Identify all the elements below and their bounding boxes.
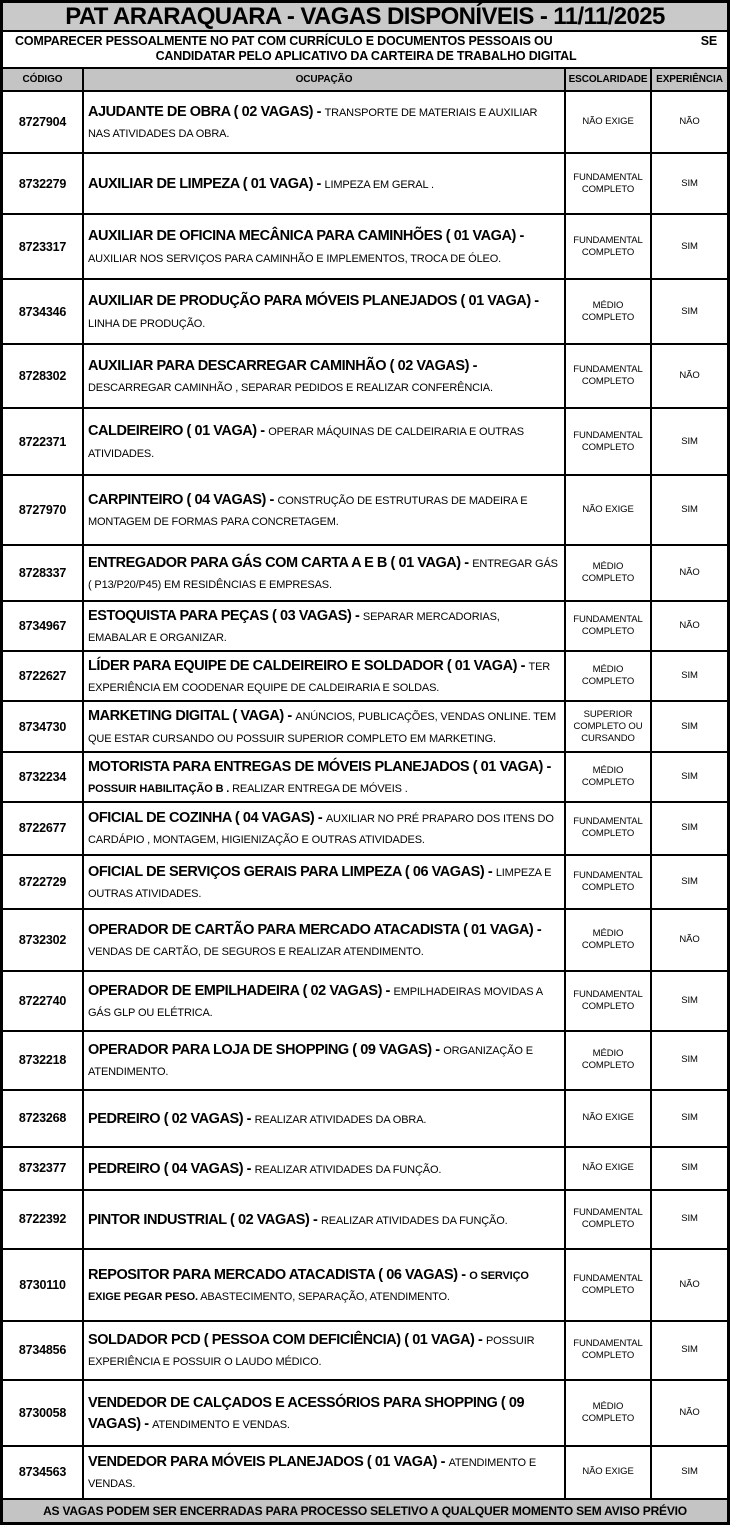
notice-line1: COMPARECER PESSOALMENTE NO PAT COM CURRÍCULO E DOCUMENTOS PESSOAIS OU	[15, 34, 553, 48]
experience-required: SIM	[650, 215, 727, 278]
education-level: NÃO EXIGE	[564, 1091, 650, 1146]
footer-note: AS VAGAS PODEM SER ENCERRADAS PARA PROCESSO SELETIVO A QUALQUER MOMENTO SEM AVISO PRÉVIO	[3, 1498, 727, 1522]
job-description: REALIZAR ENTREGA DE MÓVEIS .	[229, 782, 408, 795]
job-description: ABASTECIMENTO, SEPARAÇÃO, ATENDIMENTO.	[197, 1290, 450, 1303]
column-header-ocupacao: OCUPAÇÃO	[82, 69, 564, 90]
job-row	[3, 1146, 727, 1189]
column-header-codigo: CÓDIGO	[22, 74, 63, 85]
job-occupation	[82, 972, 564, 1030]
job-occupation	[82, 1250, 564, 1320]
job-title: OPERADOR DE EMPILHADEIRA ( 02 VAGAS) -	[88, 982, 394, 999]
table-header	[3, 69, 727, 90]
job-description: REALIZAR ATIVIDADES DA FUNÇÃO.	[254, 1163, 442, 1176]
education-level: FUNDAMENTAL COMPLETO	[564, 409, 650, 474]
job-row	[3, 544, 727, 600]
education-level: SUPERIOR COMPLETO OU CURSANDO	[564, 702, 650, 750]
experience-required: SIM	[650, 803, 727, 854]
job-title: AUXILIAR DE LIMPEZA ( 01 VAGA) -	[88, 175, 325, 192]
job-description-bold: POSSUIR HABILITAÇÃO B .	[88, 782, 230, 795]
job-row	[3, 1379, 727, 1445]
experience-required: SIM	[650, 753, 727, 801]
job-description: AUXILIAR NO PRÉ PRAPARO DOS ITENS DO CARDÁPIO , MONTAGEM, HIGIENIZAÇÃO E OUTRAS ATIVIDADES.	[88, 813, 554, 847]
job-code: 8730110	[19, 1277, 66, 1292]
job-occupation-text	[88, 605, 560, 647]
job-title: MOTORISTA PARA ENTREGAS DE MÓVEIS PLANEJADOS ( 01 VAGA) -	[88, 758, 551, 775]
job-title: PEDREIRO ( 02 VAGAS) -	[88, 1110, 255, 1127]
job-row	[3, 801, 727, 854]
job-occupation-text	[88, 290, 560, 332]
job-title: PINTOR INDUSTRIAL ( 02 VAGAS) -	[88, 1211, 321, 1228]
job-title: ENTREGADOR PARA GÁS COM CARTA A E B ( 01 VAGA) -	[88, 554, 473, 571]
job-description: ATENDIMENTO E VENDAS.	[152, 1418, 290, 1431]
education-level: MÉDIO COMPLETO	[564, 652, 650, 700]
job-occupation-text	[88, 980, 560, 1022]
job-row	[3, 1089, 727, 1146]
education-level: FUNDAMENTAL COMPLETO	[564, 154, 650, 213]
experience-required: NÃO	[650, 546, 727, 600]
job-title: ESTOQUISTA PARA PEÇAS ( 03 VAGAS) -	[88, 608, 363, 624]
job-occupation-text	[88, 1264, 560, 1306]
job-occupation	[82, 753, 564, 801]
job-occupation-text	[88, 420, 560, 462]
job-occupation-text	[88, 225, 560, 267]
job-row	[3, 700, 727, 750]
job-description: DESCARREGAR CAMINHÃO , SEPARAR PEDIDOS E REALIZAR CONFERÊNCIA.	[88, 382, 493, 394]
education-level: MÉDIO COMPLETO	[564, 753, 650, 801]
job-occupation	[82, 1447, 564, 1498]
job-description: TRANSPORTE DE MATERIAIS E AUXILIAR NAS ATIVIDADES DA OBRA.	[88, 106, 538, 140]
job-row	[3, 278, 727, 343]
job-row	[3, 751, 727, 801]
education-level: FUNDAMENTAL COMPLETO	[564, 1191, 650, 1248]
job-description: ENTREGAR GÁS ( P13/P20/P45) EM RESIDÊNCIAS E EMPRESAS.	[88, 557, 558, 591]
experience-required: NÃO	[650, 602, 727, 650]
education-level: NÃO EXIGE	[564, 1447, 650, 1498]
job-title: CARPINTEIRO ( 04 VAGAS) -	[88, 491, 278, 508]
job-code: 8728302	[18, 369, 67, 383]
experience-required: SIM	[650, 652, 727, 700]
job-occupation-text	[88, 1108, 426, 1129]
education-level: FUNDAMENTAL COMPLETO	[564, 972, 650, 1030]
job-occupation-text	[88, 1158, 441, 1179]
job-code: 8727970	[18, 503, 67, 517]
notice-banner	[3, 32, 727, 69]
experience-required: NÃO	[650, 910, 727, 970]
job-row	[3, 1248, 727, 1320]
experience-required: SIM	[650, 856, 727, 908]
job-code: 8722677	[18, 821, 67, 836]
job-title: REPOSITOR PARA MERCADO ATACADISTA ( 06 VAGAS) -	[88, 1266, 470, 1283]
experience-required: SIM	[650, 1191, 727, 1248]
job-description: TER EXPERIÊNCIA EM COODENAR EQUIPE DE CALDEIRARIA E SOLDAS.	[88, 661, 551, 695]
job-title: AUXILIAR DE OFICINA MECÂNICA PARA CAMINHÕES ( 01 VAGA) -	[88, 228, 524, 245]
job-title: OFICIAL DE SERVIÇOS GERAIS PARA LIMPEZA ( 06 VAGAS) -	[88, 863, 496, 880]
job-occupation	[82, 409, 564, 474]
education-level: FUNDAMENTAL COMPLETO	[564, 215, 650, 278]
job-description: LINHA DE PRODUÇÃO.	[88, 317, 206, 330]
job-description: EMPILHADEIRAS MOVIDAS A GÁS GLP OU ELÉTRICA.	[88, 985, 543, 1019]
job-code: 8732279	[18, 176, 67, 191]
experience-required: SIM	[650, 1322, 727, 1379]
job-occupation-text	[88, 705, 560, 747]
job-code: 8728337	[18, 566, 67, 580]
education-level: FUNDAMENTAL COMPLETO	[564, 856, 650, 908]
experience-required: NÃO	[650, 1381, 727, 1445]
job-occupation	[82, 803, 564, 854]
education-level: MÉDIO COMPLETO	[564, 1381, 650, 1445]
job-occupation-text	[88, 552, 560, 594]
job-title: SOLDADOR PCD ( PESSOA COM DEFICIÊNCIA) ( 01 VAGA) -	[88, 1332, 486, 1349]
job-occupation-text	[88, 489, 560, 531]
job-row	[3, 213, 727, 278]
job-title: MARKETING DIGITAL ( VAGA) -	[88, 708, 296, 725]
job-occupation	[82, 702, 564, 750]
education-level: NÃO EXIGE	[564, 1148, 650, 1189]
job-code: 8722729	[18, 874, 67, 889]
job-occupation	[82, 154, 564, 213]
job-code: 8727904	[18, 115, 67, 129]
job-occupation-text	[88, 807, 560, 849]
job-description: OPERAR MÁQUINAS DE CALDEIRARIA E OUTRAS ATIVIDADES.	[88, 426, 524, 460]
job-occupation	[82, 92, 564, 152]
job-occupation-text	[88, 1209, 508, 1230]
experience-required: SIM	[650, 1032, 727, 1089]
notice-line1-right: SE	[700, 34, 717, 48]
education-level: MÉDIO COMPLETO	[564, 1032, 650, 1089]
job-code: 8732377	[18, 1161, 67, 1176]
job-occupation	[82, 1091, 564, 1146]
job-title: LÍDER PARA EQUIPE DE CALDEIREIRO E SOLDADOR ( 01 VAGA) -	[88, 658, 529, 675]
education-level: FUNDAMENTAL COMPLETO	[564, 345, 650, 407]
job-code: 8734856	[18, 1343, 67, 1358]
job-code: 8734967	[18, 619, 67, 634]
table-body	[3, 90, 727, 1498]
job-title: AUXILIAR PARA DESCARREGAR CAMINHÃO ( 02 VAGAS) -	[88, 357, 477, 374]
job-occupation	[82, 910, 564, 970]
page-title: PAT ARARAQUARA - VAGAS DISPONÍVEIS - 11/11/2025	[65, 2, 665, 30]
job-occupation	[82, 602, 564, 650]
job-code: 8722627	[18, 669, 67, 684]
job-code: 8734563	[18, 1465, 67, 1480]
job-occupation	[82, 345, 564, 407]
job-description: REALIZAR ATIVIDADES DA OBRA.	[254, 1113, 427, 1126]
job-row	[3, 600, 727, 650]
job-row	[3, 854, 727, 908]
education-level: FUNDAMENTAL COMPLETO	[564, 1322, 650, 1379]
experience-required: NÃO	[650, 92, 727, 152]
job-description: AUXILIAR NOS SERVIÇOS PARA CAMINHÃO E IMPLEMENTOS, TROCA DE ÓLEO.	[88, 252, 502, 265]
job-row	[3, 474, 727, 544]
job-row	[3, 343, 727, 407]
job-row	[3, 90, 727, 152]
job-occupation-text	[88, 756, 560, 798]
job-row	[3, 152, 727, 213]
experience-required: SIM	[650, 1091, 727, 1146]
job-row	[3, 650, 727, 700]
job-occupation-text	[88, 919, 560, 961]
job-code: 8722740	[18, 993, 67, 1008]
job-title: VENDEDOR PARA MÓVEIS PLANEJADOS ( 01 VAGA) -	[88, 1454, 449, 1471]
job-description: ORGANIZAÇÃO E ATENDIMENTO.	[88, 1045, 533, 1079]
job-title: OPERADOR PARA LOJA DE SHOPPING ( 09 VAGAS) -	[88, 1042, 444, 1059]
job-occupation	[82, 1032, 564, 1089]
job-row	[3, 407, 727, 474]
job-description: ANÚNCIOS, PUBLICAÇÕES, VENDAS ONLINE. TEM QUE ESTAR CURSANDO OU POSSUIR SUPERIOR COMPLETO EM MARKETING.	[88, 711, 557, 745]
job-occupation	[82, 1381, 564, 1445]
job-code: 8723268	[18, 1111, 67, 1126]
education-level: FUNDAMENTAL COMPLETO	[564, 1250, 650, 1320]
job-occupation	[82, 215, 564, 278]
job-occupation-text	[88, 1392, 560, 1434]
job-row	[3, 1320, 727, 1379]
job-title: AUXILIAR DE PRODUÇÃO PARA MÓVEIS PLANEJADOS ( 01 VAGA) -	[88, 293, 539, 310]
job-title: OFICIAL DE COZINHA ( 04 VAGAS) -	[88, 810, 326, 827]
job-occupation	[82, 652, 564, 700]
job-description: REALIZAR ATIVIDADES DA FUNÇÃO.	[320, 1214, 508, 1227]
job-description: POSSUIR EXPERIÊNCIA E POSSUIR O LAUDO MÉDICO.	[88, 1335, 535, 1369]
experience-required: SIM	[650, 972, 727, 1030]
education-level: MÉDIO COMPLETO	[564, 546, 650, 600]
job-occupation	[82, 1148, 564, 1189]
job-row	[3, 1030, 727, 1089]
education-level: FUNDAMENTAL COMPLETO	[564, 602, 650, 650]
experience-required: SIM	[650, 1447, 727, 1498]
education-level: FUNDAMENTAL COMPLETO	[564, 803, 650, 854]
experience-required: SIM	[650, 702, 727, 750]
job-occupation-text	[88, 355, 560, 397]
job-description: CONSTRUÇÃO DE ESTRUTURAS DE MADEIRA E MONTAGEM DE FORMAS PARA CONCRETAGEM.	[88, 494, 528, 528]
job-description: LIMPEZA E OUTRAS ATIVIDADES.	[88, 866, 552, 900]
experience-required: SIM	[650, 476, 727, 544]
job-occupation-text	[88, 1039, 560, 1081]
job-row	[3, 1189, 727, 1248]
job-code: 8734730	[18, 719, 67, 734]
job-code: 8723317	[18, 239, 67, 254]
job-occupation	[82, 1191, 564, 1248]
experience-required: SIM	[650, 1148, 727, 1189]
job-occupation-text	[88, 1451, 560, 1493]
job-code: 8730058	[18, 1405, 67, 1420]
notice-line2: CANDIDATAR PELO APLICATIVO DA CARTEIRA DE TRABALHO DIGITAL	[155, 49, 577, 63]
education-level: NÃO EXIGE	[564, 476, 650, 544]
education-level: NÃO EXIGE	[564, 92, 650, 152]
job-title: PEDREIRO ( 04 VAGAS) -	[88, 1160, 255, 1177]
job-row	[3, 908, 727, 970]
job-occupation-text	[88, 173, 434, 194]
job-title: OPERADOR DE CARTÃO PARA MERCADO ATACADISTA ( 01 VAGA) -	[88, 921, 542, 938]
experience-required: SIM	[650, 409, 727, 474]
job-row	[3, 1445, 727, 1498]
job-occupation-text	[88, 655, 560, 697]
job-description: VENDAS DE CARTÃO, DE SEGUROS E REALIZAR ATENDIMENTO.	[88, 945, 424, 958]
job-occupation-text	[88, 861, 560, 903]
job-description-bold: O SERVIÇO EXIGE PEGAR PESO.	[88, 1269, 529, 1303]
job-description: SEPARAR MERCADORIAS, EMABALAR E ORGANIZAR.	[88, 611, 500, 645]
experience-required: NÃO	[650, 345, 727, 407]
job-row	[3, 970, 727, 1030]
experience-required: SIM	[650, 154, 727, 213]
job-occupation-text	[88, 1329, 560, 1371]
column-header-escolaridade: ESCOLARIDADE	[564, 69, 650, 90]
job-code: 8722371	[18, 434, 67, 449]
education-level: MÉDIO COMPLETO	[564, 280, 650, 343]
job-code: 8722392	[18, 1212, 67, 1227]
education-level: MÉDIO COMPLETO	[564, 910, 650, 970]
job-title: AJUDANTE DE OBRA ( 02 VAGAS) -	[88, 103, 325, 120]
job-code: 8734346	[18, 304, 67, 319]
job-occupation	[82, 280, 564, 343]
job-occupation	[82, 856, 564, 908]
title-bar	[3, 3, 727, 32]
job-title: VENDEDOR DE CALÇADOS E ACESSÓRIOS PARA SHOPPING ( 09 VAGAS) -	[88, 1394, 525, 1432]
job-code: 8732234	[18, 769, 67, 784]
job-description: ATENDIMENTO E VENDAS.	[88, 1457, 537, 1491]
job-occupation	[82, 476, 564, 544]
job-occupation-text	[88, 101, 560, 143]
experience-required: SIM	[650, 280, 727, 343]
job-code: 8732302	[18, 932, 67, 947]
job-occupation	[82, 1322, 564, 1379]
job-title: CALDEIREIRO ( 01 VAGA) -	[88, 423, 269, 440]
job-code: 8732218	[18, 1053, 67, 1068]
column-header-experiencia: EXPERIÊNCIA	[650, 69, 727, 90]
experience-required: NÃO	[650, 1250, 727, 1320]
job-occupation	[82, 546, 564, 600]
job-description: LIMPEZA EM GERAL .	[324, 178, 434, 191]
